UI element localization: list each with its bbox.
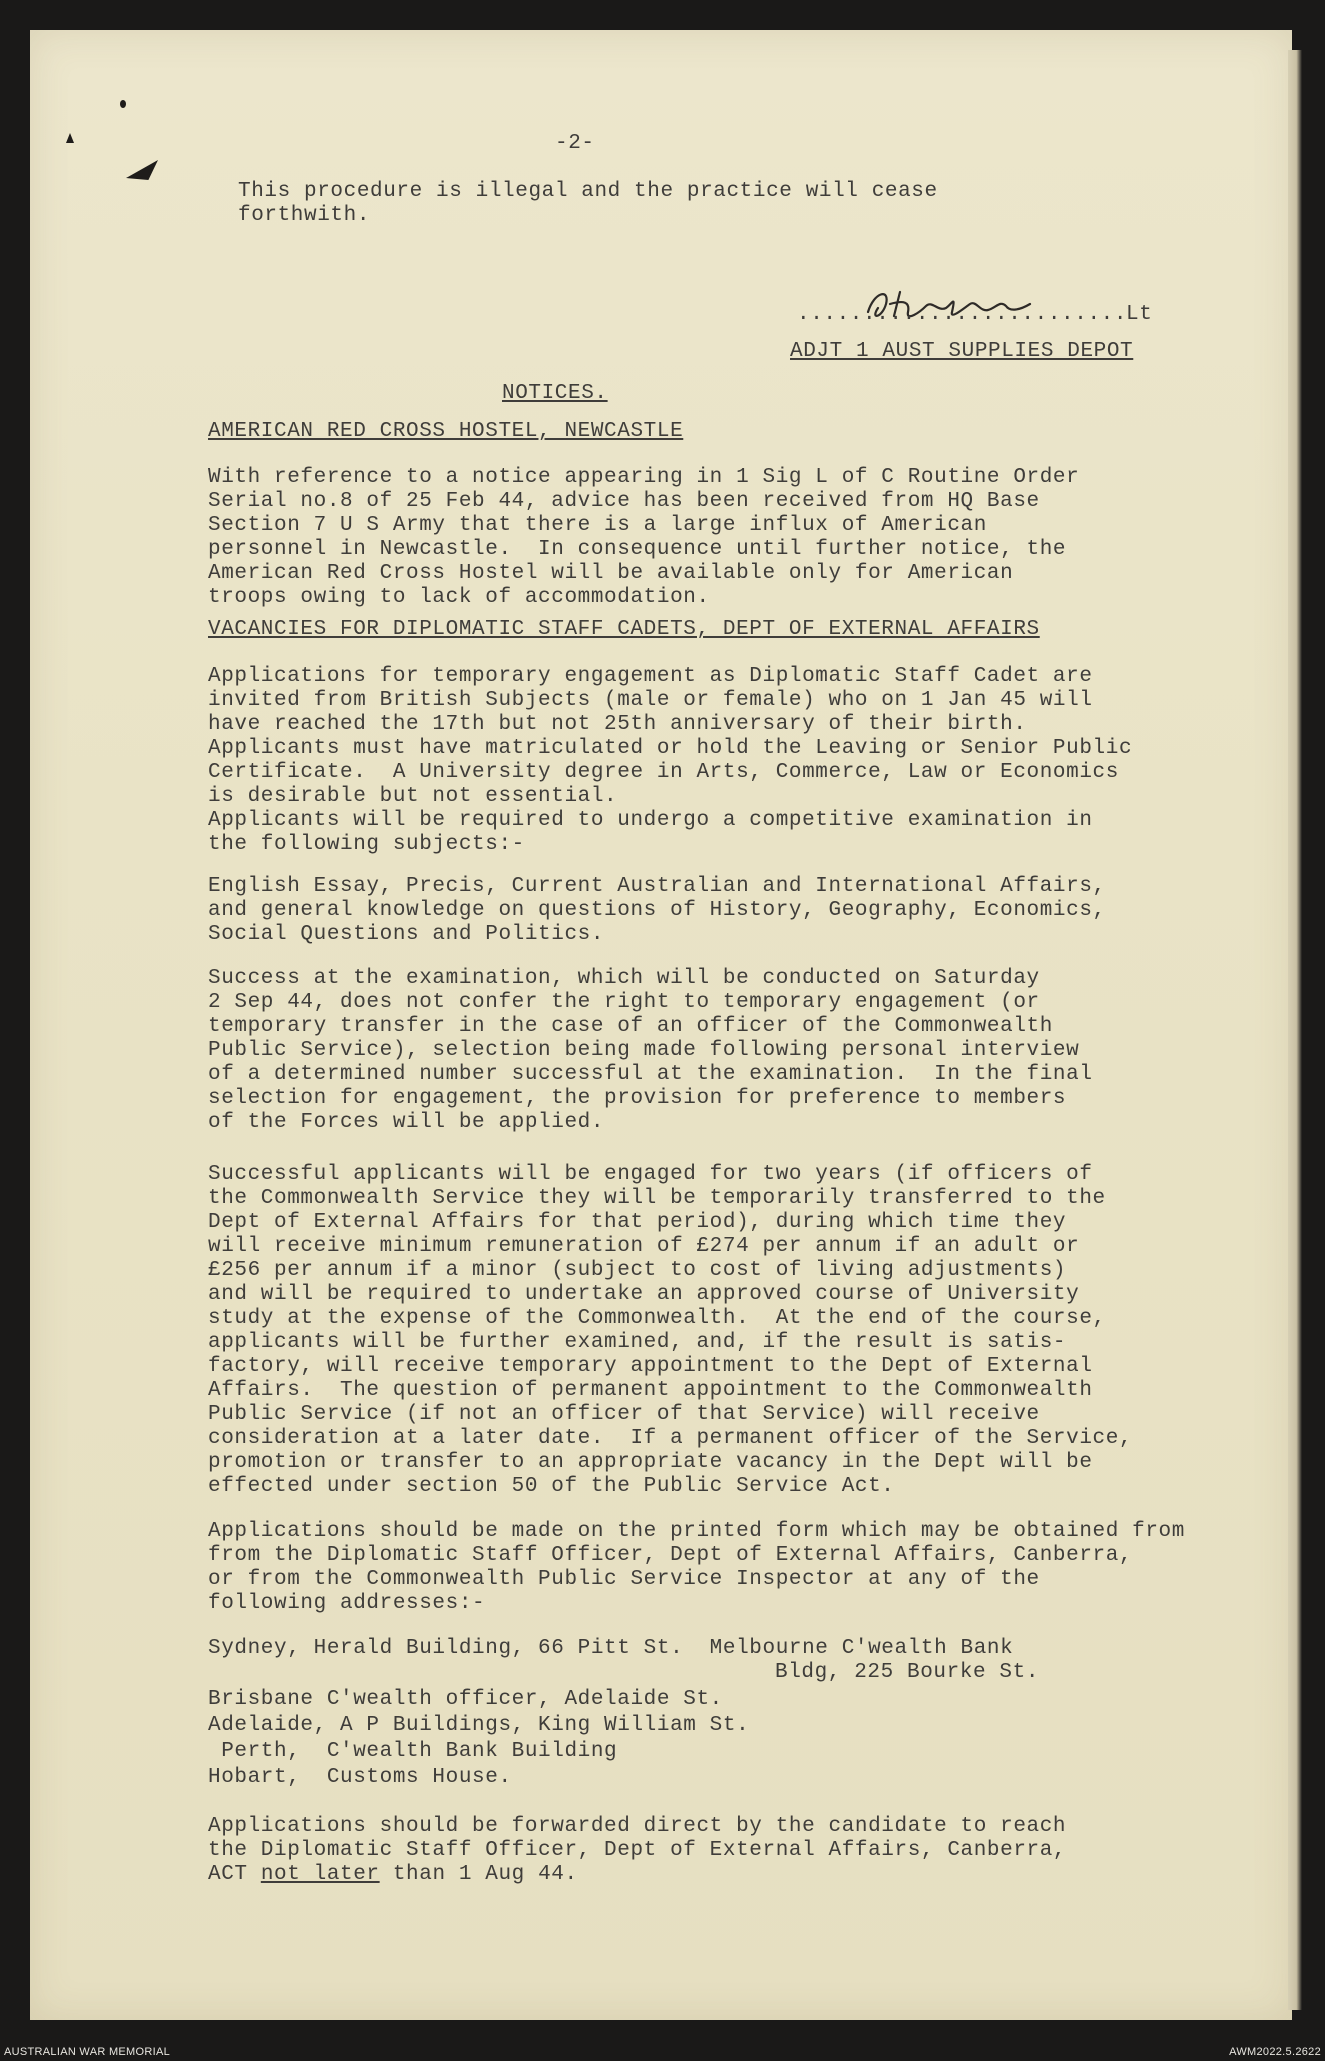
vacancies-paragraph-3: Success at the examination, which will be conducted on Saturday 2 Sep 44, does not confer the right to temporary engagement (or temporary transfer in the case of an officer of the Commonwealth Public Service), selection being made following personal interview of a determined number successful at the examination. In the final selection for engagement, the provision for preference to members of the Forces will be applied. bbox=[208, 967, 1093, 1134]
closing-paragraph bbox=[208, 1815, 1066, 1887]
signature-rank: Lt bbox=[1126, 303, 1153, 326]
vacancies-paragraph-1: Applications for temporary engagement as Diplomatic Staff Cadet are invited from British Subjects (male or female) who on 1 Jan 45 will have reached the 17th but not 25th anniversary of their birth. Applicants must have matriculated or hold the Leaving or Senior Public Certificate. A University degree in Arts, Commerce, Law or Economics is desirable but not essential. Applicants will be required to undergo a competitive examination in the following subjects:- bbox=[208, 665, 1133, 856]
notices-title: NOTICES. bbox=[502, 382, 608, 405]
intro-paragraph: This procedure is illegal and the practice will cease forthwith. bbox=[238, 180, 938, 227]
ink-mark bbox=[120, 100, 126, 108]
closing-text-b: than 1 Aug 44. bbox=[379, 1863, 578, 1886]
signature-dotted-line: ......................... bbox=[797, 303, 1128, 326]
page-number: -2- bbox=[555, 132, 595, 155]
address-hobart: Hobart, Customs House. bbox=[208, 1766, 512, 1789]
section-heading-red-cross: AMERICAN RED CROSS HOSTEL, NEWCASTLE bbox=[208, 420, 684, 443]
footer-credit: AUSTRALIAN WAR MEMORIAL bbox=[4, 2046, 171, 2058]
address-melbourne-cont: Bldg, 225 Bourke St. bbox=[775, 1661, 1040, 1684]
address-perth: Perth, C'wealth Bank Building bbox=[208, 1740, 618, 1763]
signature-office: ADJT 1 AUST SUPPLIES DEPOT bbox=[790, 340, 1134, 363]
vacancies-paragraph-2: English Essay, Precis, Current Australian and International Affairs, and general knowledge on questions of History, Geography, Economics, Social Questions and Politics. bbox=[208, 875, 1106, 946]
vacancies-paragraph-4: Successful applicants will be engaged for two years (if officers of the Commonwealth Service they will be temporarily transferred to the Dept of External Affairs for that period), during which time they will receive minimum remuneration of £274 per annum if an adult or £256 per annum if a minor (subject to cost of living adjustments) and will be required to undertake an approved course of University study at the expense of the Commonwealth. At the end of the course, applicants will be further examined, and, if the result is satis- factory, will receive temporary appointment to the Dept of External Affairs. The question of permanent appointment to the Commonwealth Public Service (if not an officer of that Service) will receive consideration at a later date. If a permanent officer of the Service, promotion or transfer to an appropriate vacancy in the Dept will be effected under section 50 of the Public Service Act. bbox=[208, 1163, 1133, 1498]
address-adelaide: Adelaide, A P Buildings, King William St. bbox=[208, 1714, 750, 1737]
closing-deadline-underlined: not later bbox=[260, 1863, 380, 1886]
address-sydney-melbourne: Sydney, Herald Building, 66 Pitt St. Melbourne C'wealth Bank bbox=[208, 1637, 1014, 1660]
section-body-red-cross: With reference to a notice appearing in 1 Sig L of C Routine Order Serial no.8 of 25 Feb 44, advice has been received from HQ Base Section 7 U S Army that there is a large influx of American personnel in Newcastle. In consequence until further notice, the American Red Cross Hostel will be available only for American troops owing to lack of accommodation. bbox=[208, 466, 1080, 609]
closing-text-a: Applications should be forwarded direct by the candidate to reach the Diplomatic Staff Officer, Dept of External Affairs, Canberra, ACT bbox=[208, 1815, 1067, 1886]
section-heading-vacancies: VACANCIES FOR DIPLOMATIC STAFF CADETS, DEPT OF EXTERNAL AFFAIRS bbox=[208, 618, 1040, 641]
footer-accession-number: AWM2022.5.2622 bbox=[1229, 2046, 1321, 2058]
address-brisbane: Brisbane C'wealth officer, Adelaide St. bbox=[208, 1688, 723, 1711]
vacancies-paragraph-5: Applications should be made on the printed form which may be obtained from from the Diplomatic Staff Officer, Dept of External Affairs, Canberra, or from the Commonwealth Public Service Inspector at any of the following addresses:- bbox=[208, 1520, 1185, 1615]
page-edge bbox=[1288, 50, 1302, 2010]
